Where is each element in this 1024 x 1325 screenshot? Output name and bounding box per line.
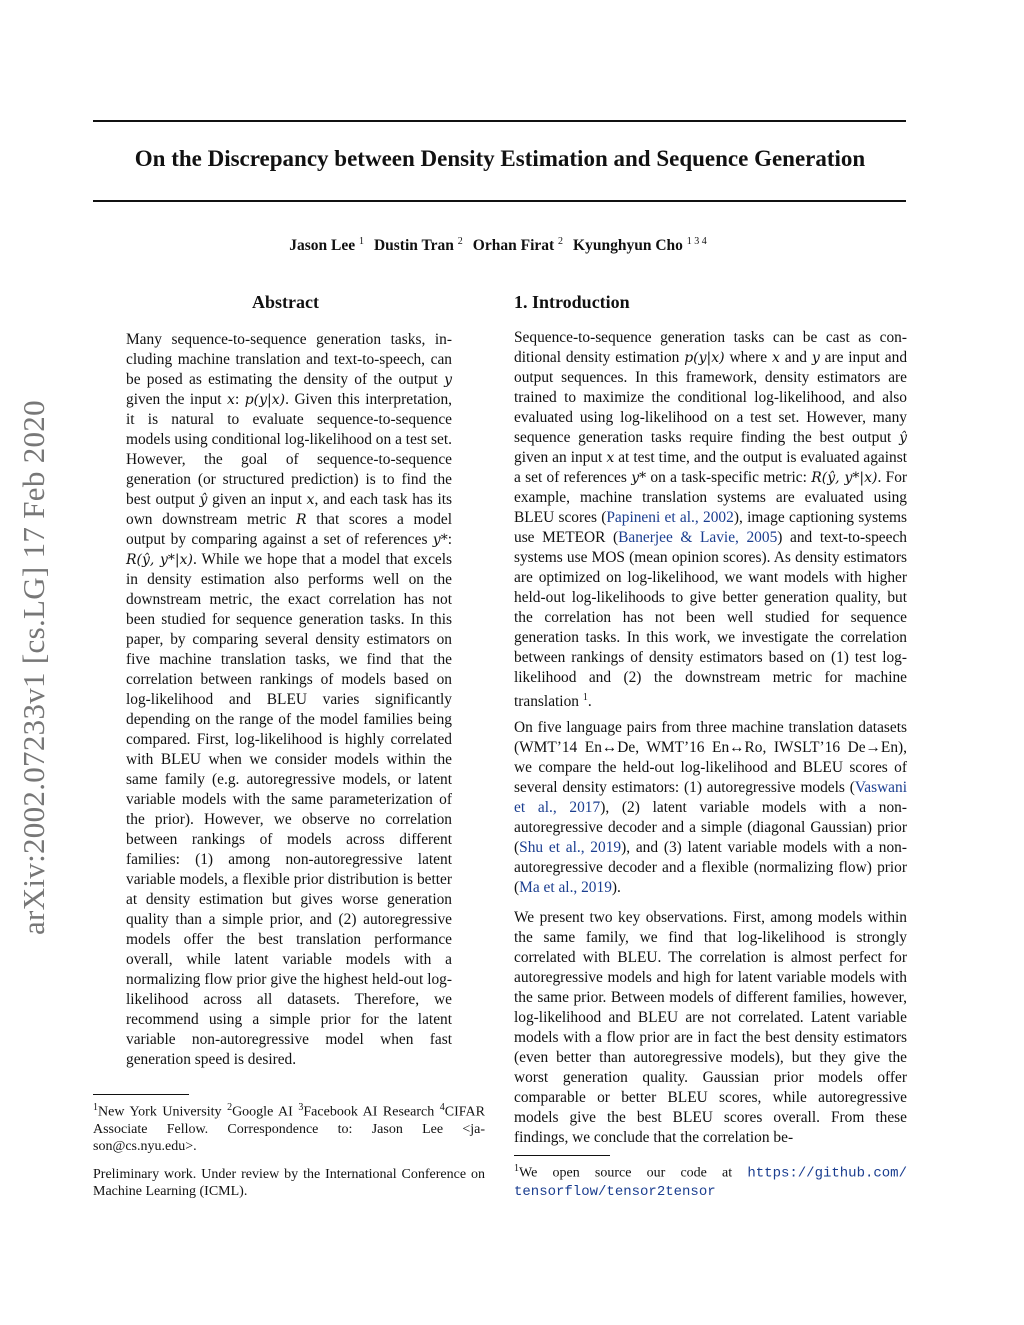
text: . Given this interpretation, it is natural to evaluate sequence-to-sequence models using conditional log-likelihood on a test set. However, the goal of sequence-to-sequence generation (or structured prediction) is to find the best output [126,391,452,508]
text: Sequence-to-sequence generation tasks can be cast as conditional density estimation [514,329,907,366]
text: We present two key observations. First, among models within the same family, we find that log-likelihood is strongly correlated with BLEU. The correlation is almost perfect for autoregressive models and high for latent variable models with the same prior. Between models of different families, however, log-likelihood and BLEU are not correlated. Latent variable models with a flow prior are in fact the best density estimators (even better than autoregressive models), but they give the worst generation quality. Gaussian prior models offer comparable or better BLEU scores, while autoregressive models give the best BLEU scores overall. From these findings, we conclude that the correlation be- [514,909,907,1146]
text: ), and (3) latent variable models with a non-autoregressive decoder and a flexible (normalizing flow) prior ( [514,839,907,896]
text: given an input [514,449,607,466]
text: Many sequence-to-sequence generation tasks, including machine translation and text-to-speech, can be posed as estimating the density of the output [126,331,452,388]
author [573,237,707,254]
paper-title: On the Discrepancy between Density Estimation and Sequence Generation [134,146,866,171]
text: at test time, and the output is evaluated against a set of references [514,449,907,486]
citation-link[interactable]: Banerjee & Lavie, 2005 [618,529,778,546]
text: given an input [207,491,307,508]
math: x [606,450,615,466]
math: y* [432,532,448,548]
math: y [811,350,820,366]
author-name: Orhan Firat [472,237,555,255]
affiliations-footnote [93,1099,485,1155]
footnote-marker: 1 [93,1102,98,1113]
math: x [771,350,780,366]
author-affiliation-marker: 1 3 4 [686,236,707,247]
citation-link[interactable]: Ma et al., 2019 [519,879,612,896]
text: ), (2) latent variable models with a non-autoregressive decoder and a simple (diagonal Gaussian) prior ( [514,799,907,856]
footnote-marker: 2 [227,1102,233,1113]
text: Facebook AI Research [303,1104,440,1120]
text: ) and text-to-speech systems use MOS (mean opinion scores). As density estimators are optimized on log-likelihood, we want models with higher held-out log-likelihoods to give better generation quality, but the correlation has not been well studied for sequence generation tasks. In this work, we investigate the correlation between rankings of density estimators based on (1) test log-likelihood and (2) the downstream metric for machine translation [514,529,907,711]
arxiv-stamp: arXiv:2002.07233v1 [cs.LG] 17 Feb 2020 [16,400,51,935]
footnote-rule-left [93,1094,189,1095]
intro-paragraph-1 [514,328,907,712]
math: x [306,492,315,508]
introduction-heading: 1. Introduction [514,292,630,312]
author-name: Dustin Tran [373,237,454,255]
text: that scores a model output by comparing against a set of references [126,511,452,548]
text: : [234,391,245,408]
footnote-marker: 3 [298,1102,304,1113]
footnote-rule-right [514,1155,610,1156]
text: . For example, machine translation systems are evaluated using BLEU scores ( [514,469,908,526]
text: New York University [98,1104,228,1120]
text: where [724,349,772,366]
text: : [447,531,452,548]
text: . While we hope that a model that excels in density estimation also performs well on the downstream metric, the exact correlation has not been studied for sequence generation tasks. In this paper, by comparing several density estimators on five machine translation tasks, we find that the correlation between rankings of models based on log-likelihood and BLEU varies significantly depending on the range of the model families being compared. First, log-likelihood is highly correlated with BLEU when we consider models within the same family (e.g. autoregressive models, or latent variable models with the same parameterization of the prior). However, we observe no correlation between rankings of models across different families: (1) among non-autoregressive latent variable models, a flexible prior distribution is better at density estimation but gives worse generation quality than a simple prior, and (2) autoregressive models offer the best translation performance overall, while latent variable models with a normalizing flow prior give the highest held-out log-likelihood across all datasets. Therefore, we recommend using a simple prior for the latent variable non-autoregressive model when fast generation speed is desired. [126,551,453,1068]
author [473,237,563,254]
text: Preliminary work. Under review by the International Conference on Machine Learning (ICML). [93,1167,485,1199]
math: p(y|x) [244,392,286,408]
math: y [444,372,452,388]
text: . [587,693,592,711]
author-name: Kyunghyun Cho [573,237,683,255]
text: Google AI [232,1104,299,1120]
text: , and each task has its own downstream metric [126,491,452,528]
author [374,237,463,254]
footnote-marker: 1 [514,1163,519,1174]
citation-link[interactable]: Papineni et al., 2002 [606,509,734,526]
math: x [227,392,235,408]
code-url-link[interactable]: https://github.com/ tensorflow/tensor2tensor [514,1165,907,1200]
text: ). [611,879,621,896]
footnote-marker: 1 [582,692,588,703]
title-bottom-rule [93,200,906,202]
text: and [779,349,812,366]
text: on a task-specific metric: [646,469,812,486]
text: On five language pairs from three machine translation datasets (WMT’14 En↔De, WMT’16 En↔Ro, IWSLT’16 De→En), we compare the held-out log-likelihood and BLEU scores of several density estimators: (1) autoregressive models ( [514,719,907,796]
citation-link[interactable]: Vaswani et al., 2017 [514,779,907,816]
author-affiliation-marker: 1 [358,236,364,247]
intro-paragraph-3 [514,908,907,1148]
text: ), image captioning systems use METEOR ( [514,509,908,546]
footnote-marker: 4 [439,1102,445,1113]
abstract-body [126,330,452,1070]
math: ŷ [199,492,208,508]
text: given the input [126,391,228,408]
math: R(ŷ, y*|x) [126,552,193,568]
top-rule [93,120,906,122]
math: R(ŷ, y*|x) [811,470,878,486]
math: y* [631,470,647,486]
math: ŷ [899,430,907,446]
code-footnote [514,1160,907,1201]
math: R [296,512,307,528]
preliminary-note [93,1166,485,1200]
math: p(y|x) [684,350,725,366]
author-affiliation-marker: 2 [457,236,463,247]
author-name: Jason Lee [289,237,356,255]
author-affiliation-marker: 2 [558,236,564,247]
citation-link[interactable]: Shu et al., 2019 [519,839,622,856]
author-list [0,236,996,255]
text: We open source our code at [519,1165,748,1181]
text: CIFAR Associate Fellow. Correspondence to: Jason Lee <jason@cs.nyu.edu>. [93,1104,485,1154]
author [289,237,364,254]
intro-paragraph-2 [514,718,907,898]
text: are input and output sequences. In this framework, density estimators are trained to maximize the conditional log-likelihood, and also evaluated using log-likelihood on a test set. However, many sequence generation tasks require finding the best output [514,349,908,446]
abstract-heading: Abstract [252,292,319,312]
